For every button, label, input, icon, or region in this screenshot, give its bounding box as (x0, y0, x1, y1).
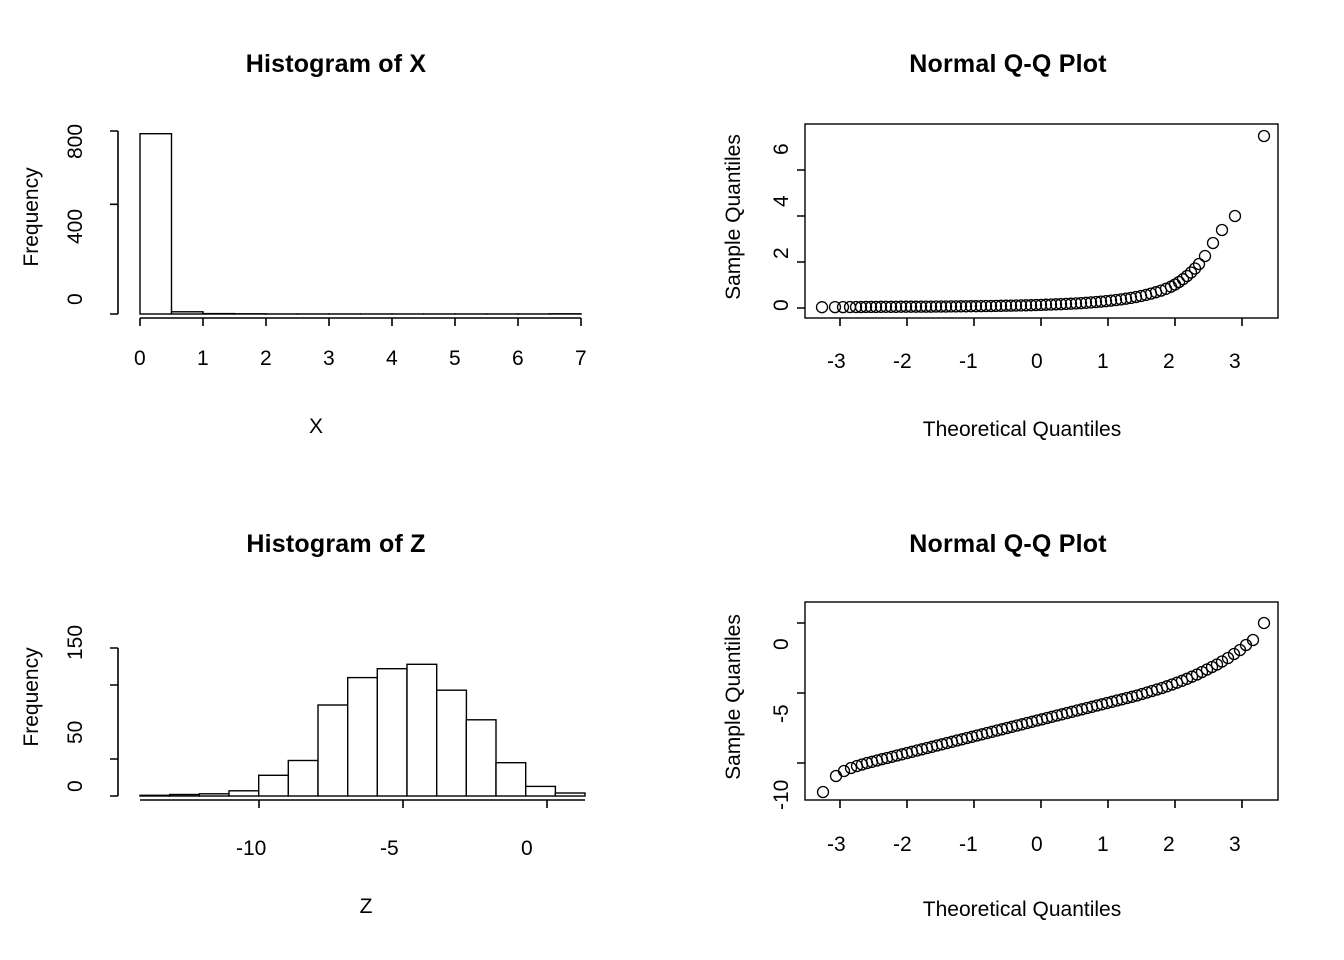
qq-z-ytick-0: 0 (770, 638, 793, 650)
qq-x-xtick--3: -3 (827, 350, 846, 373)
qq-x-ytick-0: 0 (770, 299, 793, 311)
histogram-of-x-ytick-400: 400 (64, 208, 87, 244)
histogram-of-z-ytick-50: 50 (64, 720, 87, 744)
qq-z-xtick-1: 1 (1097, 833, 1109, 856)
qq-z-xtick--3: -3 (827, 833, 846, 856)
histogram-of-z-ytick-0: 0 (64, 780, 87, 792)
qq-x-ytick-2: 2 (770, 247, 793, 259)
qq-z-y-axis-label: Sample Quantiles (722, 614, 745, 780)
histogram-of-z-y-axis-label: Frequency (20, 647, 43, 747)
panel-histogram-of-z (0, 480, 672, 960)
histogram-of-x-y-axis-label: Frequency (20, 167, 43, 267)
histogram-of-z-xtick--10: -10 (236, 837, 267, 860)
histogram-of-x-svg (0, 0, 672, 480)
qq-x-xtick-3: 3 (1229, 350, 1241, 373)
qq-x-title: Normal Q-Q Plot (909, 50, 1107, 78)
qq-x-ytick-6: 6 (770, 143, 793, 155)
histogram-of-z-x-axis-label: Z (359, 895, 373, 918)
histogram-of-z-svg (0, 480, 672, 960)
panel-normal-qq-plot-z (672, 480, 1344, 960)
panel-histogram-of-x (0, 0, 672, 480)
qq-x-x-axis-label: Theoretical Quantiles (922, 418, 1122, 441)
histogram-of-x-xtick-2: 2 (260, 347, 272, 370)
histogram-of-x-ytick-800: 800 (64, 123, 87, 159)
qq-x-svg (672, 0, 1344, 480)
qq-x-xtick-0: 0 (1031, 350, 1043, 373)
qq-z-xtick--1: -1 (959, 833, 978, 856)
histogram-of-z-title: Histogram of Z (246, 530, 426, 558)
qq-z-ytick--10: -10 (770, 779, 793, 810)
qq-z-xtick-3: 3 (1229, 833, 1241, 856)
histogram-of-x-xtick-1: 1 (197, 347, 209, 370)
histogram-of-x-xtick-7: 7 (575, 347, 587, 370)
qq-x-xtick-1: 1 (1097, 350, 1109, 373)
histogram-of-x-xtick-0: 0 (134, 347, 146, 370)
histogram-of-x-xtick-5: 5 (449, 347, 461, 370)
histogram-of-x-x-axis-label: X (308, 415, 323, 438)
panel-normal-qq-plot-x (672, 0, 1344, 480)
qq-x-xtick--1: -1 (959, 350, 978, 373)
histogram-of-z-xtick--5: -5 (380, 837, 399, 860)
qq-z-xtick-2: 2 (1163, 833, 1175, 856)
qq-z-xtick-0: 0 (1031, 833, 1043, 856)
histogram-of-x-xtick-4: 4 (386, 347, 398, 370)
qq-x-xtick--2: -2 (893, 350, 912, 373)
histogram-of-x-ytick-0: 0 (64, 293, 87, 305)
histogram-of-x-xtick-3: 3 (323, 347, 335, 370)
qq-z-xtick--2: -2 (893, 833, 912, 856)
qq-z-x-axis-label: Theoretical Quantiles (922, 898, 1122, 921)
histogram-of-x-title: Histogram of X (245, 50, 427, 78)
histogram-of-z-xtick-0: 0 (521, 837, 533, 860)
qq-z-ytick--5: -5 (770, 704, 793, 723)
histogram-of-x-xtick-6: 6 (512, 347, 524, 370)
qq-x-xtick-2: 2 (1163, 350, 1175, 373)
histogram-of-x-bars (140, 134, 581, 314)
qq-z-svg (672, 480, 1344, 960)
qq-z-title: Normal Q-Q Plot (909, 530, 1107, 558)
qq-x-points (817, 131, 1270, 313)
qq-x-ytick-4: 4 (770, 195, 793, 207)
histogram-of-z-ytick-150: 150 (64, 624, 87, 660)
qq-x-y-axis-label: Sample Quantiles (722, 134, 745, 300)
histogram-of-z-bars (140, 664, 585, 796)
qq-z-points (818, 618, 1270, 798)
